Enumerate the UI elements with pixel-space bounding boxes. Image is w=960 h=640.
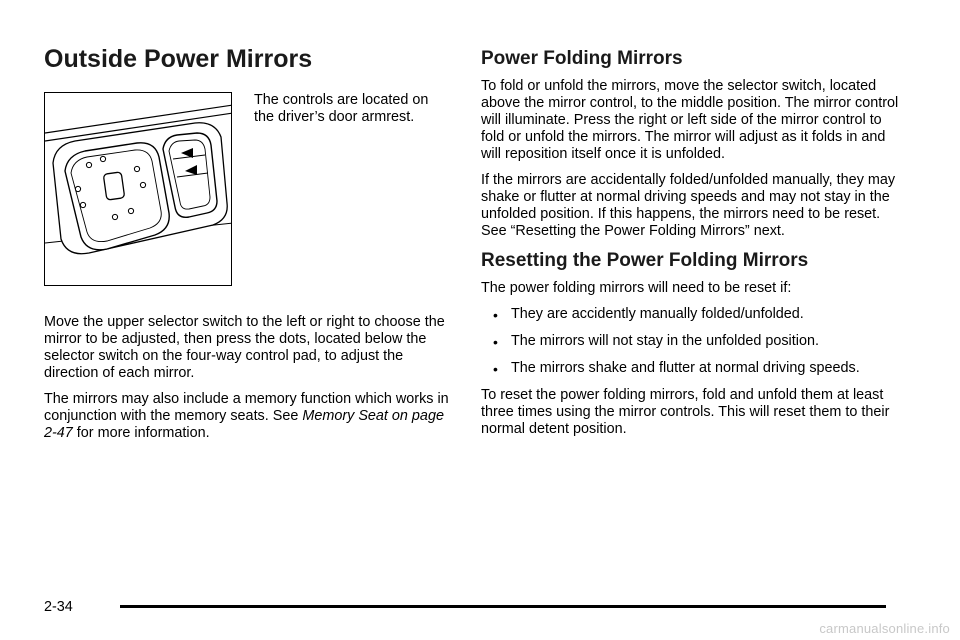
paragraph: Move the upper selector switch to the left or right to choose the mirror to be adjusted, then press the dots, located below the selector switch on the four-way control pad, to adjust the direction of each mirror. [44, 314, 445, 381]
bullet-icon: • [493, 334, 498, 350]
list-item-text: The mirrors will not stay in the unfolded position. [511, 333, 819, 349]
paragraph-text: The mirrors may also include a memory function which works in conjunction with the memory seats. See [44, 391, 449, 424]
section-title: Outside Power Mirrors [44, 45, 313, 73]
page-number: 2-34 [44, 599, 73, 615]
footer-divider [120, 605, 886, 608]
section-heading: Power Folding Mirrors [481, 48, 683, 69]
paragraph: To reset the power folding mirrors, fold and unfold them at least three times using the mirror controls. This will reset them to their normal detent position. [481, 387, 890, 437]
paragraph: To fold or unfold the mirrors, move the selector switch, located above the mirror control, to the middle position. The mirror control will illuminate. Press the right or left side of the mirror control to fold or unfold the mirrors. The mirror will adjust as it folds in and will reposition itself once it is unfolded. [481, 78, 899, 162]
right-column [481, 48, 901, 447]
bullet-list [481, 306, 901, 377]
list-item-text: The mirrors shake and flutter at normal driving speeds. [511, 360, 860, 376]
mirror-control-illustration [44, 92, 232, 286]
left-column [44, 44, 454, 451]
bullet-icon: • [493, 361, 498, 377]
cross-reference-link[interactable]: Memory Seat on page 2-47 [44, 408, 444, 441]
page-footer [44, 596, 886, 620]
bullet-icon: • [493, 307, 498, 323]
list-item [481, 333, 901, 350]
figure-caption: The controls are located on the driver’s door armrest. [254, 92, 429, 125]
mirror-control-icon [45, 93, 232, 286]
list-item [481, 360, 901, 377]
paragraph: The power folding mirrors will need to be reset if: [481, 280, 792, 296]
list-item [481, 306, 901, 323]
paragraph: If the mirrors are accidentally folded/unfolded manually, they may shake or flutter at normal driving speeds and may not stay in the unfolded position. If this happens, the mirrors need to be reset. See “Resetting the Power Folding Mirrors” next. [481, 172, 896, 239]
paragraph-text: for more information. [72, 425, 210, 441]
watermark: carmanualsonline.info [819, 621, 950, 636]
paragraph-memory [44, 391, 454, 442]
section-heading: Resetting the Power Folding Mirrors [481, 250, 809, 271]
figure-row [44, 92, 454, 286]
list-item-text: They are accidently manually folded/unfolded. [511, 306, 804, 322]
